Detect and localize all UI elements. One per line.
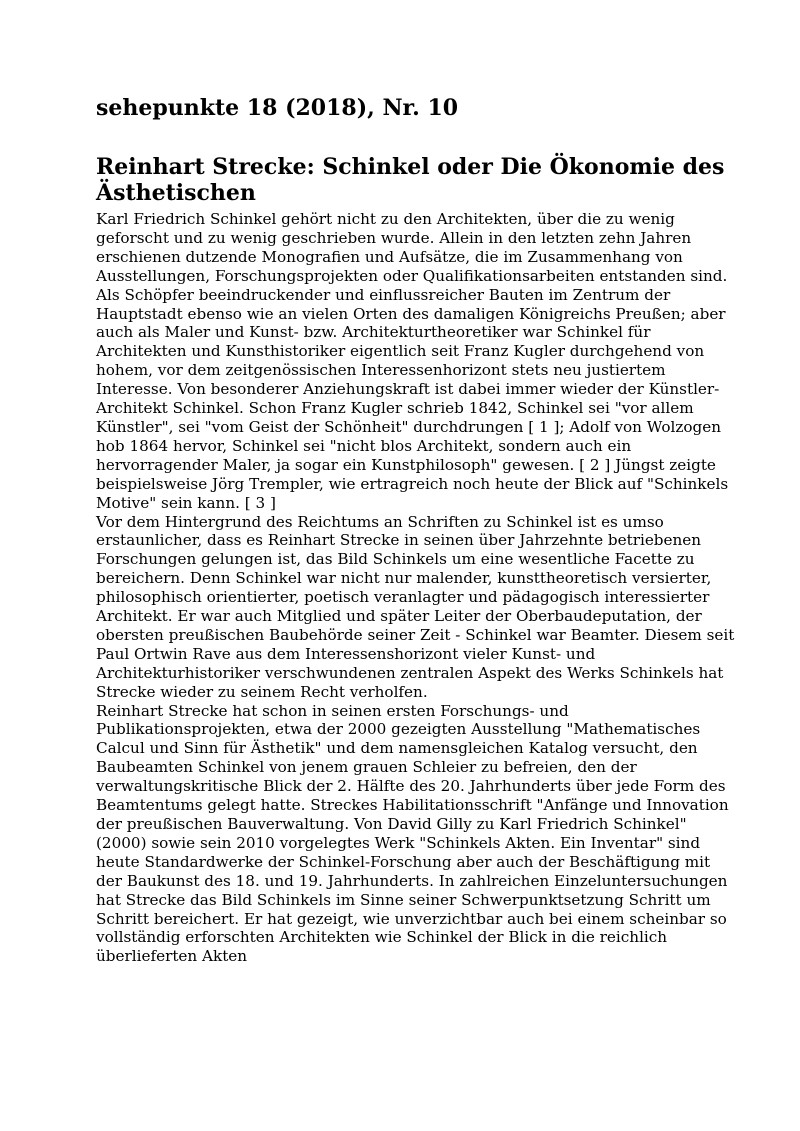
document-page: [96, 92, 736, 966]
body-paragraph: Karl Friedrich Schinkel gehört nicht zu den Architekten, über die zu wenig geforscht und zu wenig geschrieben wurde. Allein in den letzten zehn Jahren erschienen dutzende Monografien und Aufsätze, die im Zusammenhang von Ausstellungen, Forschungsprojekten oder Qualifikationsarbeiten entstanden sind. Als Schöpfer beeindruckender und einflussreicher Bauten im Zentrum der Hauptstadt ebenso wie an vielen Orten des damaligen Königreichs Preußen; aber auch als Maler und Kunst- bzw. Architekturtheoretiker war Schinkel für Architekten und Kunsthistoriker eigentlich seit Franz Kugler durchgehend von hohem, vor dem zeitgenössischen Interessenhorizont stets neu justiertem Interesse. Von besonderer Anziehungskraft ist dabei immer wieder der Künstler-Architekt Schinkel. Schon Franz Kugler schrieb 1842, Schinkel sei "vor allem Künstler", sei "vom Geist der Schönheit" durchdrungen [ 1 ]; Adolf von Wolzogen hob 1864 hervor, Schinkel sei "nicht blos Architekt, sondern auch ein hervorragender Maler, ja sogar ein Kunstphilosoph" gewesen. [ 2 ] Jüngst zeigte beispielsweise Jörg Trempler, wie ertragreich noch heute der Blick auf "Schinkels Motive" sein kann. [ 3 ]: [96, 210, 729, 512]
journal-citation: sehepunkte 18 (2018), Nr. 10: [96, 95, 459, 121]
body-paragraph: Vor dem Hintergrund des Reichtums an Schriften zu Schinkel ist es umso erstaunlicher, dass es Reinhart Strecke in seinen über Jahrzehnte betriebenen Forschungen gelungen ist, das Bild Schinkels um eine wesentliche Facette zu bereichern. Denn Schinkel war nicht nur malender, kunsttheoretisch versierter, philosophisch orientierter, poetisch veranlagter und pädagogisch interessierter Architekt. Er war auch Mitglied und später Leiter der Oberbaudeputation, der obersten preußischen Baubehörde seiner Zeit - Schinkel war Beamter. Diesem seit Paul Ortwin Rave aus dem Interessenshorizont vieler Kunst- und Architekturhistoriker verschwundenen zentralen Aspekt des Werks Schinkels hat Strecke wieder zu seinem Recht verholfen.: [96, 512, 735, 701]
review-title: Reinhart Strecke: Schinkel oder Die Ökonomie des Ästhetischen: [96, 154, 725, 206]
body-paragraph: Reinhart Strecke hat schon in seinen ersten Forschungs- und Publikationsprojekten, etwa der 2000 gezeigten Ausstellung "Mathematisches Calcul und Sinn für Ästhetik" und dem namensgleichen Katalog versucht, den Baubeamten Schinkel von jenem grauen Schleier zu befreien, den der verwaltungskritische Blick der 2. Hälfte des 20. Jahrhunderts über jede Form des Beamtentums gelegt hatte. Streckes Habilitationsschrift "Anfänge und Innovation der preußischen Bauverwaltung. Von David Gilly zu Karl Friedrich Schinkel" (2000) sowie sein 2010 vorgelegtes Werk "Schinkels Akten. Ein Inventar" sind heute Standardwerke der Schinkel-Forschung aber auch der Beschäftigung mit der Baukunst des 18. und 19. Jahrhunderts. In zahlreichen Einzeluntersuchungen hat Strecke das Bild Schinkels im Sinne seiner Schwerpunktsetzung Schritt um Schritt bereichert. Er hat gezeigt, wie unverzichtbar auch bei einem scheinbar so vollständig erforschten Architekten wie Schinkel der Blick in die reichlich überlieferten Akten: [96, 701, 729, 966]
